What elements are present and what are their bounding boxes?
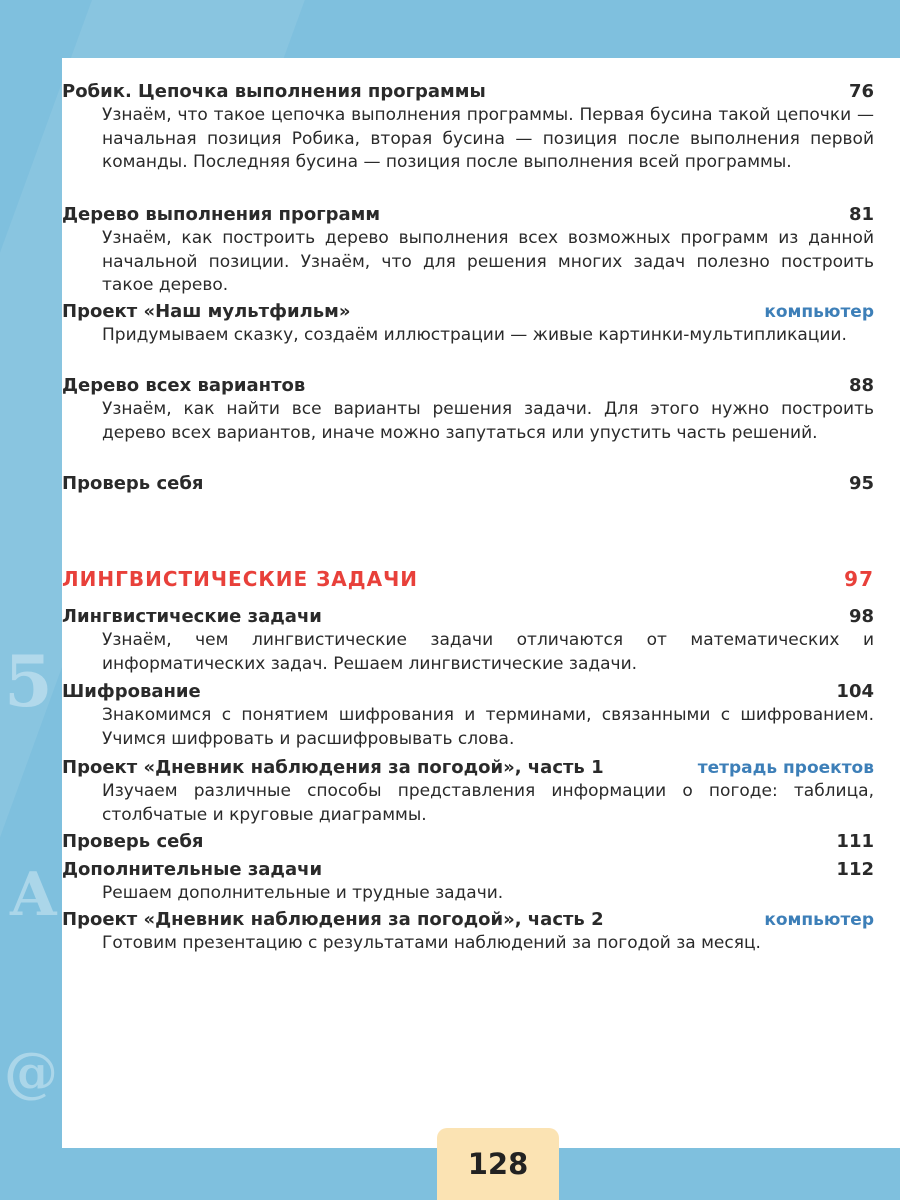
section-heading-linguistic [62,567,874,591]
entry-title: Шифрование [62,681,201,702]
entry-title: Дополнительные задачи [62,859,323,880]
entry-title: Проверь себя [62,831,204,852]
entry-title: Лингвистические задачи [62,606,322,627]
entry-tag: тетрадь проектов [697,758,874,778]
entry-title: Дерево выполнения программ [62,204,381,225]
entry-description: Решаем дополнительные и трудные задачи. [102,883,504,903]
section-title: ЛИНГВИСТИЧЕСКИЕ ЗАДАЧИ [62,567,418,591]
toc-entry-self-check-1 [62,472,874,496]
page-number-tab: 128 [437,1128,559,1200]
entry-page-number: 112 [836,859,874,880]
toc-entry-encryption [62,680,874,751]
entry-description: Узнаём, как найти все варианты решения задачи. Для этого нужно построить дерево всех вариантов, иначе можно запутаться или упустить часть решений. [102,399,874,443]
entry-page-number: 76 [848,81,874,102]
entry-description: Узнаём, что такое цепочка выполнения программы. Первая бусина такой цепочки — начальная позиция Робика, вторая бусина — позиция после выполнения первой команды. Последняя бусина — позиция после выполнения всей программы. [102,105,874,172]
entry-title: Робик. Цепочка выполнения программы [62,81,486,102]
section-page-number: 97 [844,567,874,591]
toc-entry-project-cartoon [62,300,874,348]
entry-page-number: 88 [848,375,874,396]
entry-description: Готовим презентацию с результатами наблюдений за погодой за месяц. [102,933,761,953]
entry-description: Изучаем различные способы представления информации о погоде: таблица, столбчатые и круговые диаграммы. [102,781,874,825]
background-decoration: 5 A @ [0,0,900,1200]
entry-description: Узнаём, чем лингвистические задачи отличаются от математических и информатических задач. Решаем лингвистические задачи. [102,630,874,674]
entry-description: Придумываем сказку, создаём иллюстрации — живые картинки-мультипликации. [102,325,847,345]
toc-entry-self-check-2 [62,830,874,854]
toc-entry-weather-project-1 [62,756,874,827]
entry-page-number: 111 [836,831,874,852]
entry-tag: компьютер [764,302,874,322]
toc-entry-linguistic-tasks [62,605,874,676]
toc-entry-weather-project-2 [62,908,874,956]
entry-page-number: 81 [848,204,874,225]
entry-title: Проект «Дневник наблюдения за погодой», часть 2 [62,909,604,930]
toc-entry-variants-tree [62,374,874,445]
entry-description: Знакомимся с понятием шифрования и терминами, связанными с шифрованием. Учимся шифровать и расшифровывать слова. [102,705,874,749]
toc-entry-robik-chain [62,80,874,175]
entry-title: Проект «Наш мультфильм» [62,301,351,322]
entry-tag: компьютер [764,910,874,930]
entry-page-number: 98 [848,606,874,627]
entry-description: Узнаём, как построить дерево выполнения всех возможных программ из данной начальной позиции. Узнаём, что для решения многих задач полезно построить такое дерево. [102,228,874,295]
toc-entry-extra-tasks [62,858,874,906]
entry-title: Дерево всех вариантов [62,375,306,396]
toc-page [62,58,900,1148]
entry-title: Проект «Дневник наблюдения за погодой», часть 1 [62,757,604,778]
entry-page-number: 104 [836,681,874,702]
toc-entry-execution-tree [62,203,874,298]
entry-page-number: 95 [848,473,874,494]
entry-title: Проверь себя [62,473,204,494]
